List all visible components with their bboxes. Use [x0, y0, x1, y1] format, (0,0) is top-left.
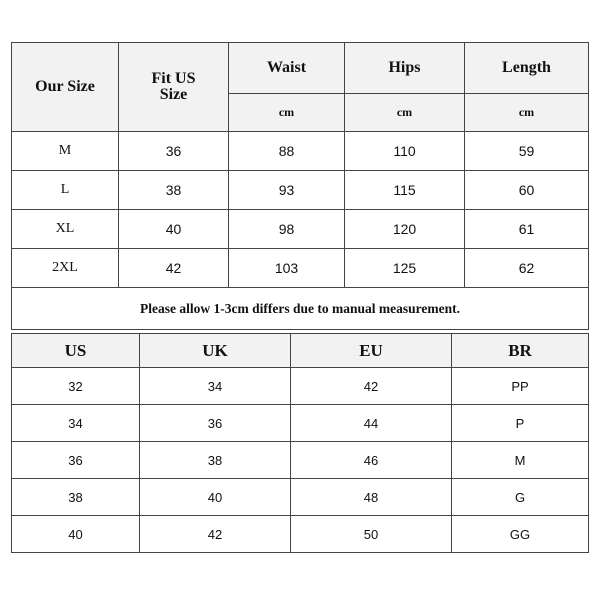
us-cell: 38: [12, 479, 140, 516]
table-row: [12, 210, 589, 249]
our-size-cell: M: [12, 132, 119, 171]
waist-cell: 98: [229, 210, 345, 249]
eu-cell: 44: [291, 405, 452, 442]
measurement-note: Please allow 1-3cm differs due to manual measurement.: [12, 288, 589, 330]
fit-us-cell: 40: [119, 210, 229, 249]
eu-cell: 48: [291, 479, 452, 516]
header-our-size: Our Size: [12, 43, 119, 132]
our-size-cell: L: [12, 171, 119, 210]
header-fit-us-line2: Size: [159, 86, 188, 103]
table-row: [12, 171, 589, 210]
length-cell: 62: [465, 249, 589, 288]
fit-us-cell: 36: [119, 132, 229, 171]
us-cell: 32: [12, 368, 140, 405]
header-fit-us-size: [119, 43, 229, 132]
uk-cell: 40: [140, 479, 291, 516]
size-conversion-table: [11, 333, 589, 553]
fit-us-cell: 42: [119, 249, 229, 288]
br-cell: G: [452, 479, 589, 516]
header-waist: Waist: [229, 43, 345, 94]
length-cell: 61: [465, 210, 589, 249]
waist-cell: 103: [229, 249, 345, 288]
header-hips: Hips: [345, 43, 465, 94]
table-row: [12, 405, 589, 442]
hips-cell: 115: [345, 171, 465, 210]
us-cell: 36: [12, 442, 140, 479]
waist-cell: 88: [229, 132, 345, 171]
hips-cell: 110: [345, 132, 465, 171]
header-eu: EU: [291, 334, 452, 368]
br-cell: M: [452, 442, 589, 479]
header-uk: UK: [140, 334, 291, 368]
length-cell: 60: [465, 171, 589, 210]
hips-cell: 125: [345, 249, 465, 288]
eu-cell: 42: [291, 368, 452, 405]
uk-cell: 42: [140, 516, 291, 553]
our-size-cell: 2XL: [12, 249, 119, 288]
hips-unit: cm: [345, 94, 465, 132]
br-cell: GG: [452, 516, 589, 553]
header-fit-us-line1: Fit US: [151, 70, 196, 87]
hips-cell: 120: [345, 210, 465, 249]
table-row: [12, 132, 589, 171]
table-row: [12, 249, 589, 288]
our-size-cell: XL: [12, 210, 119, 249]
fit-us-cell: 38: [119, 171, 229, 210]
waist-cell: 93: [229, 171, 345, 210]
table-row: [12, 368, 589, 405]
header-br: BR: [452, 334, 589, 368]
br-cell: PP: [452, 368, 589, 405]
eu-cell: 50: [291, 516, 452, 553]
us-cell: 40: [12, 516, 140, 553]
table-row: [12, 479, 589, 516]
length-unit: cm: [465, 94, 589, 132]
br-cell: P: [452, 405, 589, 442]
waist-unit: cm: [229, 94, 345, 132]
table-row: [12, 516, 589, 553]
uk-cell: 38: [140, 442, 291, 479]
eu-cell: 46: [291, 442, 452, 479]
uk-cell: 36: [140, 405, 291, 442]
header-length: Length: [465, 43, 589, 94]
length-cell: 59: [465, 132, 589, 171]
size-chart-table: [11, 42, 589, 330]
table-row: [12, 442, 589, 479]
us-cell: 34: [12, 405, 140, 442]
header-us: US: [12, 334, 140, 368]
uk-cell: 34: [140, 368, 291, 405]
